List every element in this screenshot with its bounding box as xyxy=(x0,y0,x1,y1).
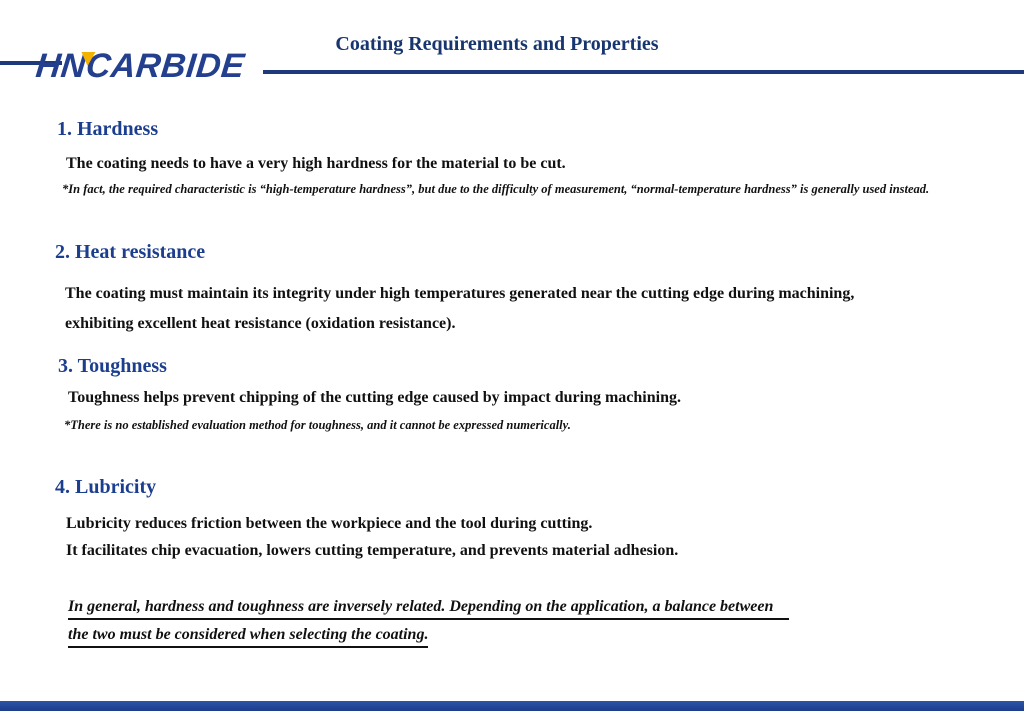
section-body-heat-resistance xyxy=(65,279,854,339)
section-heading-heat-resistance: 2. Heat resistance xyxy=(55,241,206,263)
section-body-lubricity xyxy=(66,510,678,564)
body-line: The coating needs to have a very high hardness for the material to be cut. xyxy=(66,155,566,172)
body-line: Toughness helps prevent chipping of the cutting edge caused by impact during machining. xyxy=(68,389,681,406)
company-logo-text: HNCARBIDE xyxy=(34,47,247,85)
footer-bar xyxy=(0,701,1024,711)
section-heading-toughness: 3. Toughness xyxy=(58,355,167,377)
section-body-toughness xyxy=(68,389,681,407)
page-title: Coating Requirements and Properties xyxy=(335,33,659,55)
section-body-hardness xyxy=(66,155,566,173)
section-note-hardness: *In fact, the required characteristic is “high-temperature hardness”, but due to the difficulty of measurement, “normal-temperature hardness” is generally used instead. xyxy=(62,182,930,196)
body-line: Lubricity reduces friction between the workpiece and the tool during cutting. xyxy=(66,515,593,532)
body-line: The coating must maintain its integrity under high temperatures generated near the cutting edge during machining, xyxy=(65,285,855,302)
body-line: It facilitates chip evacuation, lowers cutting temperature, and prevents material adhesion. xyxy=(66,542,679,559)
conclusion-line: In general, hardness and toughness are inversely related. Depending on the application, a balance between xyxy=(68,598,789,620)
section-note-toughness: *There is no established evaluation method for toughness, and it cannot be expressed numerically. xyxy=(64,418,571,432)
header-right-rule xyxy=(263,70,1024,74)
section-heading-hardness: 1. Hardness xyxy=(57,118,159,140)
section-heading-lubricity: 4. Lubricity xyxy=(55,476,157,498)
body-line: exhibiting excellent heat resistance (oxidation resistance). xyxy=(65,315,456,332)
conclusion-statement xyxy=(68,598,789,654)
conclusion-line: the two must be considered when selecting the coating. xyxy=(68,626,428,648)
